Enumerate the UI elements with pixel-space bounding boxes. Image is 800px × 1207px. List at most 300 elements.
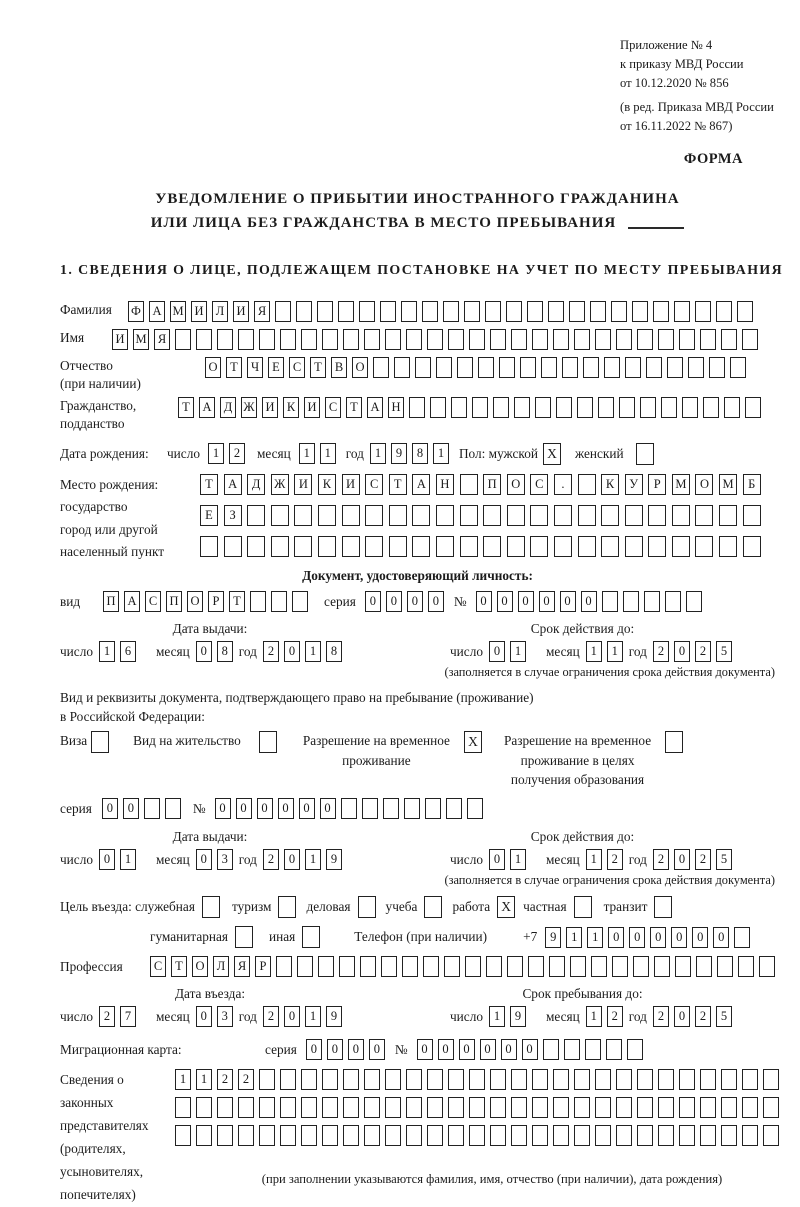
char-cell[interactable]: Р — [208, 591, 224, 612]
char-cell[interactable] — [322, 1125, 338, 1146]
char-cell[interactable] — [415, 357, 431, 378]
purpose-humanitarian-checkbox[interactable] — [235, 926, 253, 948]
char-cell[interactable]: 9 — [326, 849, 342, 870]
char-cell[interactable] — [743, 505, 761, 526]
char-cell[interactable] — [686, 591, 702, 612]
char-cell[interactable]: 3 — [217, 849, 233, 870]
char-cell[interactable] — [485, 301, 501, 322]
char-cell[interactable] — [616, 1069, 632, 1090]
surname-cells[interactable] — [128, 301, 753, 322]
char-cell[interactable]: 0 — [650, 927, 666, 948]
char-cell[interactable]: 2 — [607, 849, 623, 870]
char-cell[interactable] — [721, 329, 737, 350]
firstname-cells[interactable] — [112, 329, 758, 350]
doc-series-cells[interactable] — [365, 591, 444, 612]
char-cell[interactable]: 0 — [123, 798, 139, 819]
char-cell[interactable]: О — [507, 474, 525, 495]
char-cell[interactable]: 0 — [522, 1039, 538, 1060]
char-cell[interactable] — [625, 357, 641, 378]
char-cell[interactable] — [343, 1069, 359, 1090]
char-cell[interactable] — [224, 536, 242, 557]
char-cell[interactable] — [389, 505, 407, 526]
stay-day-cells[interactable] — [489, 1006, 526, 1027]
res-valid-year-cells[interactable] — [653, 849, 732, 870]
char-cell[interactable]: 0 — [299, 798, 315, 819]
residence-permit-checkbox[interactable] — [259, 731, 277, 753]
birth-day-cells[interactable] — [208, 443, 245, 464]
char-cell[interactable]: Я — [234, 956, 250, 977]
char-cell[interactable] — [619, 397, 635, 418]
res-issue-day-cells[interactable] — [99, 849, 136, 870]
char-cell[interactable] — [472, 397, 488, 418]
char-cell[interactable]: 0 — [348, 1039, 364, 1060]
char-cell[interactable]: 0 — [196, 641, 212, 662]
char-cell[interactable] — [595, 1125, 611, 1146]
char-cell[interactable]: Т — [226, 357, 242, 378]
char-cell[interactable] — [436, 357, 452, 378]
char-cell[interactable]: 1 — [586, 1006, 602, 1027]
char-cell[interactable]: 2 — [229, 443, 245, 464]
char-cell[interactable]: 2 — [238, 1069, 254, 1090]
char-cell[interactable]: 1 — [196, 1069, 212, 1090]
rvp-education-checkbox[interactable] — [665, 731, 683, 753]
char-cell[interactable] — [280, 329, 296, 350]
char-cell[interactable] — [406, 1069, 422, 1090]
char-cell[interactable]: 0 — [306, 1039, 322, 1060]
char-cell[interactable] — [583, 357, 599, 378]
char-cell[interactable]: 2 — [607, 1006, 623, 1027]
char-cell[interactable] — [343, 1125, 359, 1146]
char-cell[interactable] — [601, 505, 619, 526]
char-cell[interactable] — [602, 591, 618, 612]
char-cell[interactable] — [514, 397, 530, 418]
char-cell[interactable] — [672, 536, 690, 557]
char-cell[interactable]: 1 — [299, 443, 315, 464]
char-cell[interactable]: 0 — [369, 1039, 385, 1060]
char-cell[interactable] — [318, 505, 336, 526]
char-cell[interactable]: 1 — [208, 443, 224, 464]
char-cell[interactable] — [637, 329, 653, 350]
char-cell[interactable]: 9 — [391, 443, 407, 464]
char-cell[interactable] — [653, 301, 669, 322]
char-cell[interactable] — [612, 956, 628, 977]
char-cell[interactable]: 0 — [196, 1006, 212, 1027]
char-cell[interactable] — [724, 397, 740, 418]
char-cell[interactable] — [469, 1125, 485, 1146]
char-cell[interactable] — [695, 301, 711, 322]
visa-checkbox[interactable] — [91, 731, 109, 753]
char-cell[interactable]: 3 — [217, 1006, 233, 1027]
char-cell[interactable] — [717, 956, 733, 977]
char-cell[interactable] — [679, 1069, 695, 1090]
char-cell[interactable] — [574, 1069, 590, 1090]
char-cell[interactable]: Ж — [241, 397, 257, 418]
char-cell[interactable] — [490, 329, 506, 350]
char-cell[interactable]: С — [145, 591, 161, 612]
char-cell[interactable] — [672, 505, 690, 526]
representatives-cells-3[interactable] — [175, 1125, 779, 1146]
char-cell[interactable] — [644, 591, 660, 612]
char-cell[interactable] — [427, 1097, 443, 1118]
char-cell[interactable] — [342, 536, 360, 557]
char-cell[interactable] — [343, 1097, 359, 1118]
char-cell[interactable] — [682, 397, 698, 418]
char-cell[interactable] — [658, 1125, 674, 1146]
char-cell[interactable] — [553, 329, 569, 350]
char-cell[interactable] — [627, 1039, 643, 1060]
res-valid-month-cells[interactable] — [586, 849, 623, 870]
char-cell[interactable] — [674, 301, 690, 322]
char-cell[interactable]: Т — [389, 474, 407, 495]
char-cell[interactable] — [200, 536, 218, 557]
char-cell[interactable]: 2 — [263, 641, 279, 662]
char-cell[interactable] — [604, 357, 620, 378]
char-cell[interactable]: К — [283, 397, 299, 418]
char-cell[interactable] — [478, 357, 494, 378]
char-cell[interactable] — [259, 1125, 275, 1146]
birth-month-cells[interactable] — [299, 443, 336, 464]
char-cell[interactable]: П — [166, 591, 182, 612]
entry-year-cells[interactable] — [263, 1006, 342, 1027]
char-cell[interactable]: 5 — [716, 641, 732, 662]
patronymic-cells[interactable] — [205, 357, 746, 378]
char-cell[interactable] — [412, 536, 430, 557]
char-cell[interactable] — [637, 1125, 653, 1146]
char-cell[interactable]: О — [352, 357, 368, 378]
char-cell[interactable] — [406, 329, 422, 350]
char-cell[interactable] — [507, 956, 523, 977]
char-cell[interactable] — [338, 301, 354, 322]
char-cell[interactable] — [700, 1097, 716, 1118]
char-cell[interactable]: 0 — [480, 1039, 496, 1060]
char-cell[interactable] — [196, 1097, 212, 1118]
char-cell[interactable]: 1 — [587, 927, 603, 948]
char-cell[interactable] — [616, 1097, 632, 1118]
char-cell[interactable] — [490, 1069, 506, 1090]
stay-year-cells[interactable] — [653, 1006, 732, 1027]
char-cell[interactable] — [381, 956, 397, 977]
char-cell[interactable]: Я — [254, 301, 270, 322]
char-cell[interactable] — [595, 329, 611, 350]
char-cell[interactable]: У — [625, 474, 643, 495]
char-cell[interactable]: П — [483, 474, 501, 495]
char-cell[interactable] — [759, 956, 775, 977]
char-cell[interactable] — [318, 536, 336, 557]
char-cell[interactable]: Т — [178, 397, 194, 418]
char-cell[interactable] — [556, 397, 572, 418]
char-cell[interactable] — [763, 1069, 779, 1090]
char-cell[interactable]: 0 — [438, 1039, 454, 1060]
char-cell[interactable] — [465, 956, 481, 977]
char-cell[interactable]: 1 — [99, 641, 115, 662]
res-issue-month-cells[interactable] — [196, 849, 233, 870]
char-cell[interactable] — [737, 301, 753, 322]
char-cell[interactable]: 1 — [489, 1006, 505, 1027]
char-cell[interactable]: 0 — [284, 1006, 300, 1027]
char-cell[interactable] — [217, 1097, 233, 1118]
char-cell[interactable]: И — [342, 474, 360, 495]
char-cell[interactable]: И — [294, 474, 312, 495]
char-cell[interactable] — [585, 1039, 601, 1060]
char-cell[interactable] — [238, 329, 254, 350]
issue-month-cells[interactable] — [196, 641, 233, 662]
char-cell[interactable]: 5 — [716, 1006, 732, 1027]
char-cell[interactable] — [444, 956, 460, 977]
char-cell[interactable] — [616, 1125, 632, 1146]
char-cell[interactable]: 1 — [305, 641, 321, 662]
char-cell[interactable]: 0 — [215, 798, 231, 819]
char-cell[interactable] — [469, 329, 485, 350]
char-cell[interactable] — [360, 956, 376, 977]
valid-month-cells[interactable] — [586, 641, 623, 662]
valid-year-cells[interactable] — [653, 641, 732, 662]
phone-cells[interactable] — [545, 927, 750, 948]
char-cell[interactable] — [719, 505, 737, 526]
char-cell[interactable] — [425, 798, 441, 819]
char-cell[interactable]: 0 — [489, 641, 505, 662]
char-cell[interactable]: З — [224, 505, 242, 526]
char-cell[interactable]: 0 — [459, 1039, 475, 1060]
purpose-private-checkbox[interactable] — [574, 896, 592, 918]
char-cell[interactable] — [385, 1125, 401, 1146]
char-cell[interactable] — [578, 536, 596, 557]
char-cell[interactable]: Ф — [128, 301, 144, 322]
char-cell[interactable]: 1 — [305, 849, 321, 870]
char-cell[interactable] — [661, 397, 677, 418]
char-cell[interactable] — [280, 1097, 296, 1118]
char-cell[interactable] — [385, 329, 401, 350]
char-cell[interactable]: О — [192, 956, 208, 977]
char-cell[interactable]: 0 — [476, 591, 492, 612]
char-cell[interactable]: 0 — [497, 591, 513, 612]
char-cell[interactable]: 0 — [278, 798, 294, 819]
char-cell[interactable] — [734, 927, 750, 948]
char-cell[interactable] — [716, 301, 732, 322]
stay-month-cells[interactable] — [586, 1006, 623, 1027]
char-cell[interactable] — [385, 1097, 401, 1118]
char-cell[interactable]: 9 — [326, 1006, 342, 1027]
char-cell[interactable] — [276, 956, 292, 977]
char-cell[interactable] — [294, 536, 312, 557]
char-cell[interactable] — [217, 329, 233, 350]
char-cell[interactable]: Ж — [271, 474, 289, 495]
res-issue-year-cells[interactable] — [263, 849, 342, 870]
char-cell[interactable]: 1 — [320, 443, 336, 464]
char-cell[interactable]: С — [150, 956, 166, 977]
char-cell[interactable]: Р — [255, 956, 271, 977]
char-cell[interactable]: А — [124, 591, 140, 612]
rvp-checkbox[interactable]: X — [464, 731, 482, 753]
char-cell[interactable]: 1 — [586, 849, 602, 870]
char-cell[interactable] — [380, 301, 396, 322]
char-cell[interactable] — [595, 1097, 611, 1118]
char-cell[interactable]: М — [133, 329, 149, 350]
char-cell[interactable] — [301, 1069, 317, 1090]
char-cell[interactable]: К — [318, 474, 336, 495]
char-cell[interactable] — [616, 329, 632, 350]
char-cell[interactable] — [507, 536, 525, 557]
char-cell[interactable] — [553, 1097, 569, 1118]
char-cell[interactable]: 0 — [560, 591, 576, 612]
birth-place-cells-3[interactable] — [200, 536, 761, 557]
char-cell[interactable]: 2 — [263, 849, 279, 870]
char-cell[interactable] — [549, 956, 565, 977]
char-cell[interactable] — [742, 1069, 758, 1090]
char-cell[interactable] — [590, 301, 606, 322]
char-cell[interactable] — [574, 329, 590, 350]
char-cell[interactable] — [238, 1125, 254, 1146]
char-cell[interactable]: Р — [648, 474, 666, 495]
char-cell[interactable] — [574, 1125, 590, 1146]
char-cell[interactable] — [343, 329, 359, 350]
char-cell[interactable]: Я — [154, 329, 170, 350]
char-cell[interactable] — [511, 329, 527, 350]
char-cell[interactable] — [564, 1039, 580, 1060]
char-cell[interactable] — [317, 301, 333, 322]
char-cell[interactable] — [700, 1125, 716, 1146]
char-cell[interactable]: 2 — [695, 1006, 711, 1027]
sex-female-checkbox[interactable] — [636, 443, 654, 465]
char-cell[interactable]: 5 — [716, 849, 732, 870]
char-cell[interactable] — [570, 956, 586, 977]
char-cell[interactable] — [595, 1069, 611, 1090]
char-cell[interactable]: М — [719, 474, 737, 495]
char-cell[interactable] — [637, 1069, 653, 1090]
char-cell[interactable] — [409, 397, 425, 418]
char-cell[interactable] — [448, 1097, 464, 1118]
char-cell[interactable]: 2 — [217, 1069, 233, 1090]
char-cell[interactable] — [404, 798, 420, 819]
char-cell[interactable]: 0 — [99, 849, 115, 870]
char-cell[interactable]: Т — [229, 591, 245, 612]
char-cell[interactable] — [520, 357, 536, 378]
char-cell[interactable]: 0 — [518, 591, 534, 612]
char-cell[interactable] — [532, 1125, 548, 1146]
migration-series-cells[interactable] — [306, 1039, 385, 1060]
char-cell[interactable] — [554, 536, 572, 557]
char-cell[interactable] — [695, 505, 713, 526]
char-cell[interactable] — [427, 329, 443, 350]
char-cell[interactable] — [422, 301, 438, 322]
char-cell[interactable] — [569, 301, 585, 322]
char-cell[interactable] — [637, 1097, 653, 1118]
char-cell[interactable] — [695, 536, 713, 557]
char-cell[interactable]: 0 — [365, 591, 381, 612]
char-cell[interactable]: 2 — [695, 641, 711, 662]
char-cell[interactable]: 0 — [417, 1039, 433, 1060]
char-cell[interactable] — [436, 536, 454, 557]
char-cell[interactable] — [341, 798, 357, 819]
char-cell[interactable]: Ч — [247, 357, 263, 378]
char-cell[interactable]: Л — [213, 956, 229, 977]
char-cell[interactable] — [675, 956, 691, 977]
char-cell[interactable] — [406, 1125, 422, 1146]
char-cell[interactable] — [271, 591, 287, 612]
issue-day-cells[interactable] — [99, 641, 136, 662]
char-cell[interactable]: . — [554, 474, 572, 495]
char-cell[interactable] — [296, 301, 312, 322]
char-cell[interactable] — [247, 505, 265, 526]
valid-day-cells[interactable] — [489, 641, 526, 662]
char-cell[interactable]: 2 — [653, 849, 669, 870]
char-cell[interactable] — [259, 329, 275, 350]
char-cell[interactable] — [412, 505, 430, 526]
char-cell[interactable] — [530, 536, 548, 557]
char-cell[interactable] — [259, 1069, 275, 1090]
char-cell[interactable]: С — [530, 474, 548, 495]
char-cell[interactable]: 0 — [327, 1039, 343, 1060]
char-cell[interactable]: 2 — [695, 849, 711, 870]
char-cell[interactable]: 0 — [671, 927, 687, 948]
char-cell[interactable]: Н — [388, 397, 404, 418]
char-cell[interactable] — [700, 329, 716, 350]
char-cell[interactable] — [280, 1069, 296, 1090]
purpose-official-checkbox[interactable] — [202, 896, 220, 918]
res-valid-day-cells[interactable] — [489, 849, 526, 870]
entry-day-cells[interactable] — [99, 1006, 136, 1027]
char-cell[interactable] — [553, 1069, 569, 1090]
char-cell[interactable] — [362, 798, 378, 819]
char-cell[interactable]: 1 — [120, 849, 136, 870]
char-cell[interactable] — [506, 301, 522, 322]
char-cell[interactable]: О — [205, 357, 221, 378]
char-cell[interactable] — [292, 591, 308, 612]
char-cell[interactable] — [554, 505, 572, 526]
char-cell[interactable] — [389, 536, 407, 557]
char-cell[interactable] — [196, 329, 212, 350]
char-cell[interactable]: 0 — [629, 927, 645, 948]
char-cell[interactable] — [259, 1097, 275, 1118]
char-cell[interactable] — [648, 505, 666, 526]
char-cell[interactable] — [301, 1097, 317, 1118]
char-cell[interactable]: 0 — [428, 591, 444, 612]
char-cell[interactable] — [493, 397, 509, 418]
char-cell[interactable]: 0 — [236, 798, 252, 819]
char-cell[interactable] — [703, 397, 719, 418]
char-cell[interactable] — [562, 357, 578, 378]
char-cell[interactable] — [640, 397, 656, 418]
purpose-work-checkbox[interactable]: X — [497, 896, 515, 918]
char-cell[interactable]: А — [412, 474, 430, 495]
char-cell[interactable] — [535, 397, 551, 418]
char-cell[interactable]: К — [601, 474, 619, 495]
char-cell[interactable]: 8 — [412, 443, 428, 464]
char-cell[interactable]: Н — [436, 474, 454, 495]
char-cell[interactable]: Т — [200, 474, 218, 495]
char-cell[interactable] — [322, 329, 338, 350]
char-cell[interactable] — [165, 798, 181, 819]
char-cell[interactable] — [667, 357, 683, 378]
char-cell[interactable] — [280, 1125, 296, 1146]
char-cell[interactable] — [511, 1097, 527, 1118]
char-cell[interactable] — [271, 505, 289, 526]
char-cell[interactable] — [665, 591, 681, 612]
birth-year-cells[interactable] — [370, 443, 449, 464]
char-cell[interactable] — [294, 505, 312, 526]
char-cell[interactable] — [301, 329, 317, 350]
char-cell[interactable] — [427, 1125, 443, 1146]
char-cell[interactable]: Е — [268, 357, 284, 378]
char-cell[interactable] — [448, 1125, 464, 1146]
doc-kind-cells[interactable] — [103, 591, 308, 612]
char-cell[interactable] — [402, 956, 418, 977]
char-cell[interactable] — [301, 1125, 317, 1146]
char-cell[interactable] — [467, 798, 483, 819]
char-cell[interactable] — [483, 505, 501, 526]
char-cell[interactable] — [721, 1069, 737, 1090]
char-cell[interactable]: 1 — [510, 849, 526, 870]
char-cell[interactable]: А — [149, 301, 165, 322]
